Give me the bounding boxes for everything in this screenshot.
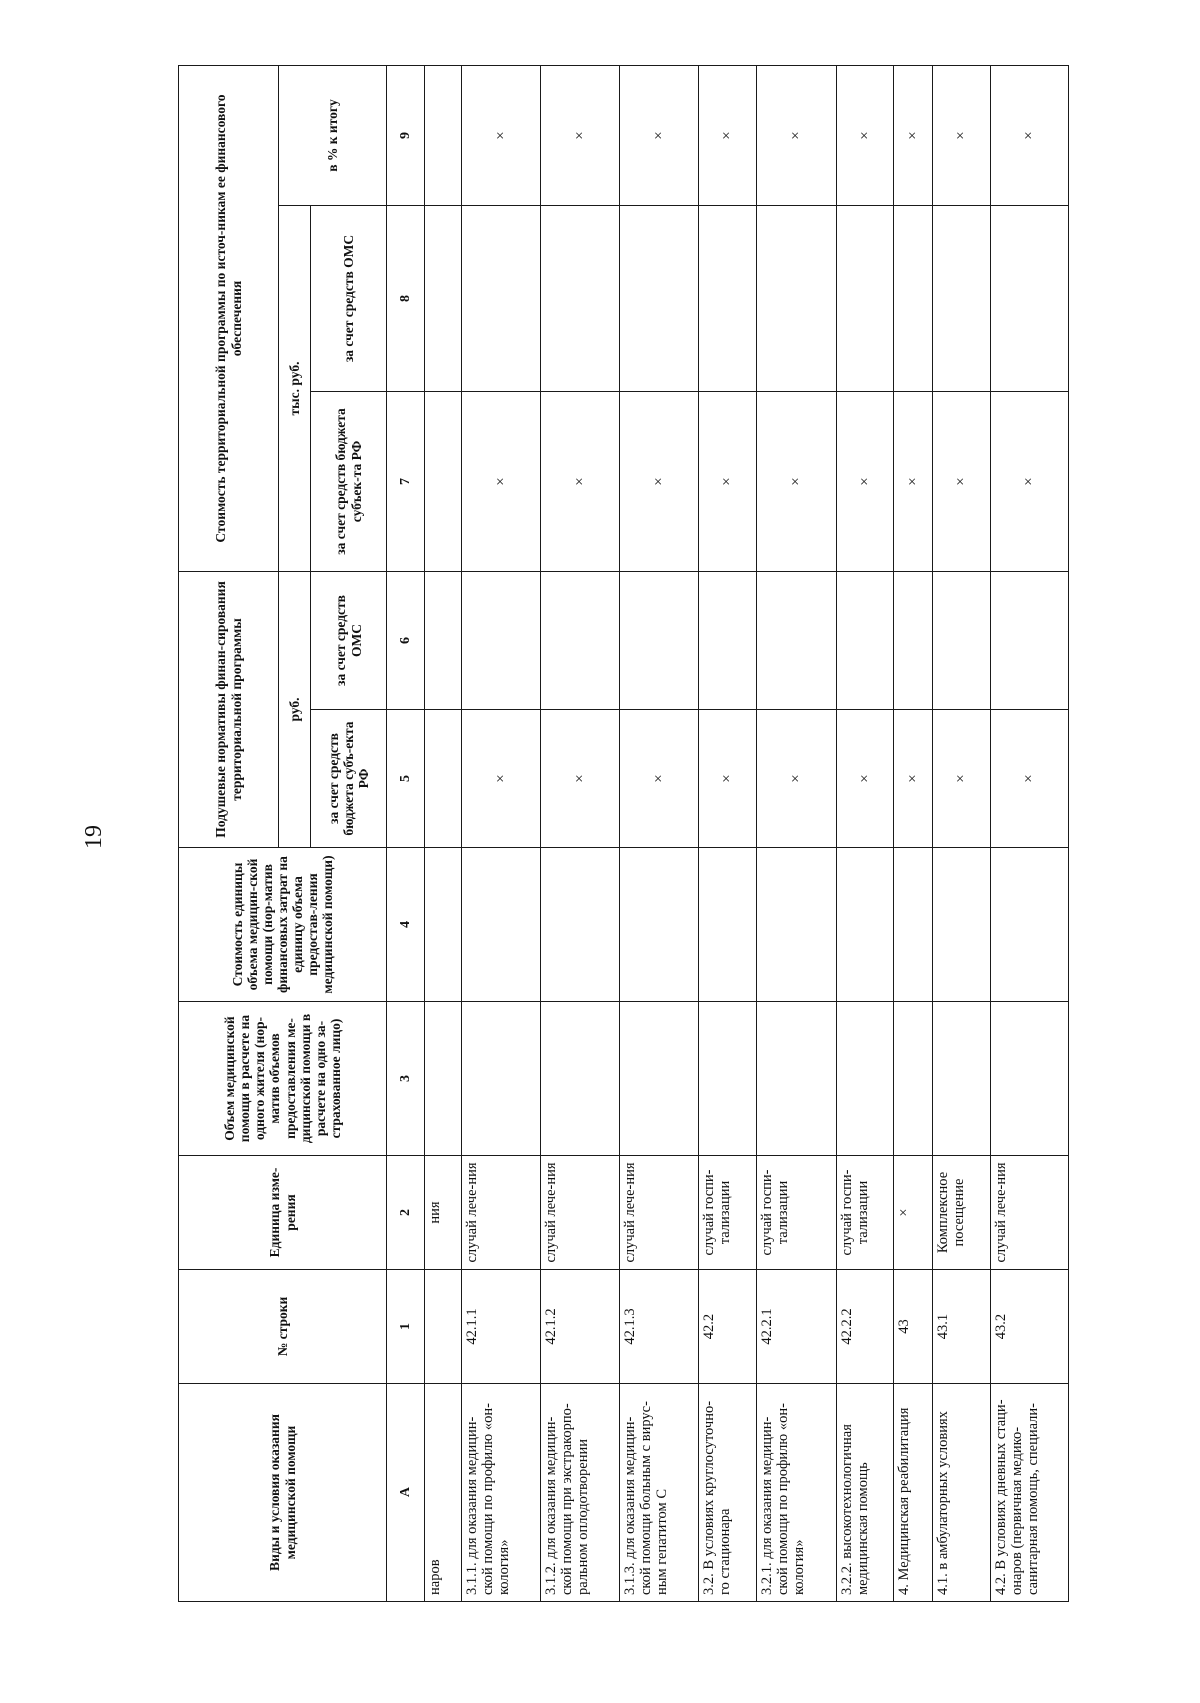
cell-row-number: 42.2 [699, 1270, 757, 1384]
cell-kind: 4.2. В условиях дневных стаци-онаров (первичная медико-санитарная помощь, специали- [991, 1384, 1069, 1602]
cell-kind: 3.1.1. для оказания медицин-ской помощи по профилю «он-кология» [462, 1384, 541, 1602]
cell-unit-cost [620, 848, 699, 1002]
table-sheet [178, 66, 1042, 1602]
cell-norm-oms [425, 572, 462, 710]
header-norm-oms: за счет средств ОМС [311, 572, 387, 710]
cell-row-number: 42.2.2 [837, 1270, 894, 1384]
financing-table [178, 65, 1069, 1602]
cell-cost-budget: × [462, 392, 541, 572]
table-row [894, 66, 933, 1602]
cell-row-number: 42.1.3 [620, 1270, 699, 1384]
cell-unit: случай госпи-тализации [837, 1156, 894, 1270]
cell-cost-budget: × [757, 392, 837, 572]
cell-volume [837, 1002, 894, 1156]
index-cell: 3 [387, 1002, 425, 1156]
cell-row-number: 43.2 [991, 1270, 1069, 1384]
cell-cost-budget: × [620, 392, 699, 572]
index-cell: 6 [387, 572, 425, 710]
cell-unit: случай лече-ния [991, 1156, 1069, 1270]
cell-cost-budget: × [991, 392, 1069, 572]
index-cell: 5 [387, 710, 425, 848]
header-cost-unit: тыс. руб. [279, 206, 311, 572]
cell-kind: 4. Медицинская реабилитация [894, 1384, 933, 1602]
cell-unit: случай лече-ния [462, 1156, 541, 1270]
cell-norm-oms [541, 572, 620, 710]
cell-percent: × [757, 66, 837, 206]
cell-volume [894, 1002, 933, 1156]
cell-norm-oms [837, 572, 894, 710]
cell-kind: 3.2.1. для оказания медицин-ской помощи по профилю «он-кология» [757, 1384, 837, 1602]
cell-unit-cost [837, 848, 894, 1002]
cell-percent: × [620, 66, 699, 206]
cell-unit-cost [894, 848, 933, 1002]
table-row [757, 66, 837, 1602]
cell-norm-oms [620, 572, 699, 710]
index-cell: 2 [387, 1156, 425, 1270]
header-unit: Единица изме-рения [179, 1156, 387, 1270]
cell-percent: × [837, 66, 894, 206]
cell-norm-budget: × [699, 710, 757, 848]
cell-norm-budget [425, 710, 462, 848]
cell-kind: 3.2.2. высокотехнологичная медицинская помощь [837, 1384, 894, 1602]
cell-norm-budget: × [991, 710, 1069, 848]
cell-norm-budget: × [894, 710, 933, 848]
table-row [620, 66, 699, 1602]
cell-percent [425, 66, 462, 206]
cell-volume [425, 1002, 462, 1156]
cell-norm-budget: × [620, 710, 699, 848]
table-row [837, 66, 894, 1602]
index-cell: А [387, 1384, 425, 1602]
cell-volume [541, 1002, 620, 1156]
cell-cost-oms [425, 206, 462, 392]
cell-norm-budget: × [837, 710, 894, 848]
cell-norm-budget: × [462, 710, 541, 848]
cell-cost-oms [837, 206, 894, 392]
cell-cost-oms [541, 206, 620, 392]
cell-kind: 3.1.2. для оказания медицин-ской помощи при экстракорпо-ральном оплодотворении [541, 1384, 620, 1602]
cell-cost-budget: × [541, 392, 620, 572]
header-volume: Объем медицинской помощи в расчете на одного жителя (нор-матив объемов предоставления ме-дицинской помощи в расчете на одно за-страхованное лицо) [179, 1002, 387, 1156]
cell-volume [620, 1002, 699, 1156]
index-cell: 7 [387, 392, 425, 572]
cell-kind: 3.2. В условиях круглосуточно-го стационара [699, 1384, 757, 1602]
cell-volume [462, 1002, 541, 1156]
header-norm-unit: руб. [279, 572, 311, 848]
cell-cost-budget: × [837, 392, 894, 572]
cell-unit: случай госпи-тализации [757, 1156, 837, 1270]
cell-row-number: 43 [894, 1270, 933, 1384]
cell-unit-cost [462, 848, 541, 1002]
header-percent-total: в % к итогу [279, 66, 387, 206]
index-cell: 8 [387, 206, 425, 392]
cell-percent: × [933, 66, 991, 206]
cell-row-number: 42.1.1 [462, 1270, 541, 1384]
cell-cost-oms [991, 206, 1069, 392]
cell-percent: × [462, 66, 541, 206]
table-row [541, 66, 620, 1602]
cell-percent: × [894, 66, 933, 206]
cell-unit: случай лече-ния [541, 1156, 620, 1270]
header-per-capita-norms: Подушевые нормативы финан-сирования территориальной программы [179, 572, 279, 848]
table-row [699, 66, 757, 1602]
cell-row-number: 42.1.2 [541, 1270, 620, 1384]
cell-norm-oms [462, 572, 541, 710]
cell-cost-budget: × [699, 392, 757, 572]
cell-norm-oms [894, 572, 933, 710]
cell-percent: × [699, 66, 757, 206]
cell-norm-oms [933, 572, 991, 710]
cell-norm-oms [991, 572, 1069, 710]
header-cost-budget: за счет средств бюджета субъек-та РФ [311, 392, 387, 572]
cell-cost-budget [425, 392, 462, 572]
header-row-number: № строки [179, 1270, 387, 1384]
cell-norm-budget: × [757, 710, 837, 848]
cell-unit-cost [933, 848, 991, 1002]
table-frame [178, 66, 1042, 1602]
table-row [462, 66, 541, 1602]
cell-kind: 4.1. в амбулаторных условиях [933, 1384, 991, 1602]
cell-row-number [425, 1270, 462, 1384]
cell-unit-cost [991, 848, 1069, 1002]
cell-unit-cost [541, 848, 620, 1002]
index-cell: 4 [387, 848, 425, 1002]
cell-unit: случай госпи-тализации [699, 1156, 757, 1270]
cell-percent: × [991, 66, 1069, 206]
cell-percent: × [541, 66, 620, 206]
cell-unit-cost [699, 848, 757, 1002]
cell-volume [699, 1002, 757, 1156]
header-program-cost: Стоимость территориальной программы по источ-никам ее финансового обеспечения [179, 66, 279, 572]
cell-kind: наров [425, 1384, 462, 1602]
cell-unit-cost [425, 848, 462, 1002]
cell-norm-budget: × [933, 710, 991, 848]
cell-row-number: 43.1 [933, 1270, 991, 1384]
cell-cost-oms [699, 206, 757, 392]
cell-norm-oms [699, 572, 757, 710]
cell-kind: 3.1.3. для оказания медицин-ской помощи больным с вирус-ным гепатитом С [620, 1384, 699, 1602]
cell-unit: случай лече-ния [620, 1156, 699, 1270]
cell-norm-budget: × [541, 710, 620, 848]
cell-norm-oms [757, 572, 837, 710]
cell-volume [757, 1002, 837, 1156]
header-cost-oms: за счет средств ОМС [311, 206, 387, 392]
cell-cost-oms [894, 206, 933, 392]
cell-row-number: 42.2.1 [757, 1270, 837, 1384]
cell-cost-oms [462, 206, 541, 392]
cell-cost-oms [933, 206, 991, 392]
index-cell: 9 [387, 66, 425, 206]
cell-volume [933, 1002, 991, 1156]
cell-unit: ния [425, 1156, 462, 1270]
index-cell: 1 [387, 1270, 425, 1384]
cell-unit: × [894, 1156, 933, 1270]
cell-cost-budget: × [933, 392, 991, 572]
table-row [933, 66, 991, 1602]
header-unit-cost: Стоимость единицы объема медицин-ской помощи (нор-матив финансовых затрат на единицу объема предостав-ления медицинской помощи) [179, 848, 387, 1002]
cell-unit-cost [757, 848, 837, 1002]
cell-volume [991, 1002, 1069, 1156]
cell-cost-budget: × [894, 392, 933, 572]
header-norm-budget: за счет средств бюджета субъ-екта РФ [311, 710, 387, 848]
column-index-row [387, 66, 425, 1602]
cell-cost-oms [757, 206, 837, 392]
page-number: 19 [80, 825, 107, 849]
header-kind-conditions: Виды и условия оказания медицинской помощи [179, 1384, 387, 1602]
cell-cost-oms [620, 206, 699, 392]
table-row [991, 66, 1069, 1602]
cell-unit: Комплексное посещение [933, 1156, 991, 1270]
table-row [425, 66, 462, 1602]
